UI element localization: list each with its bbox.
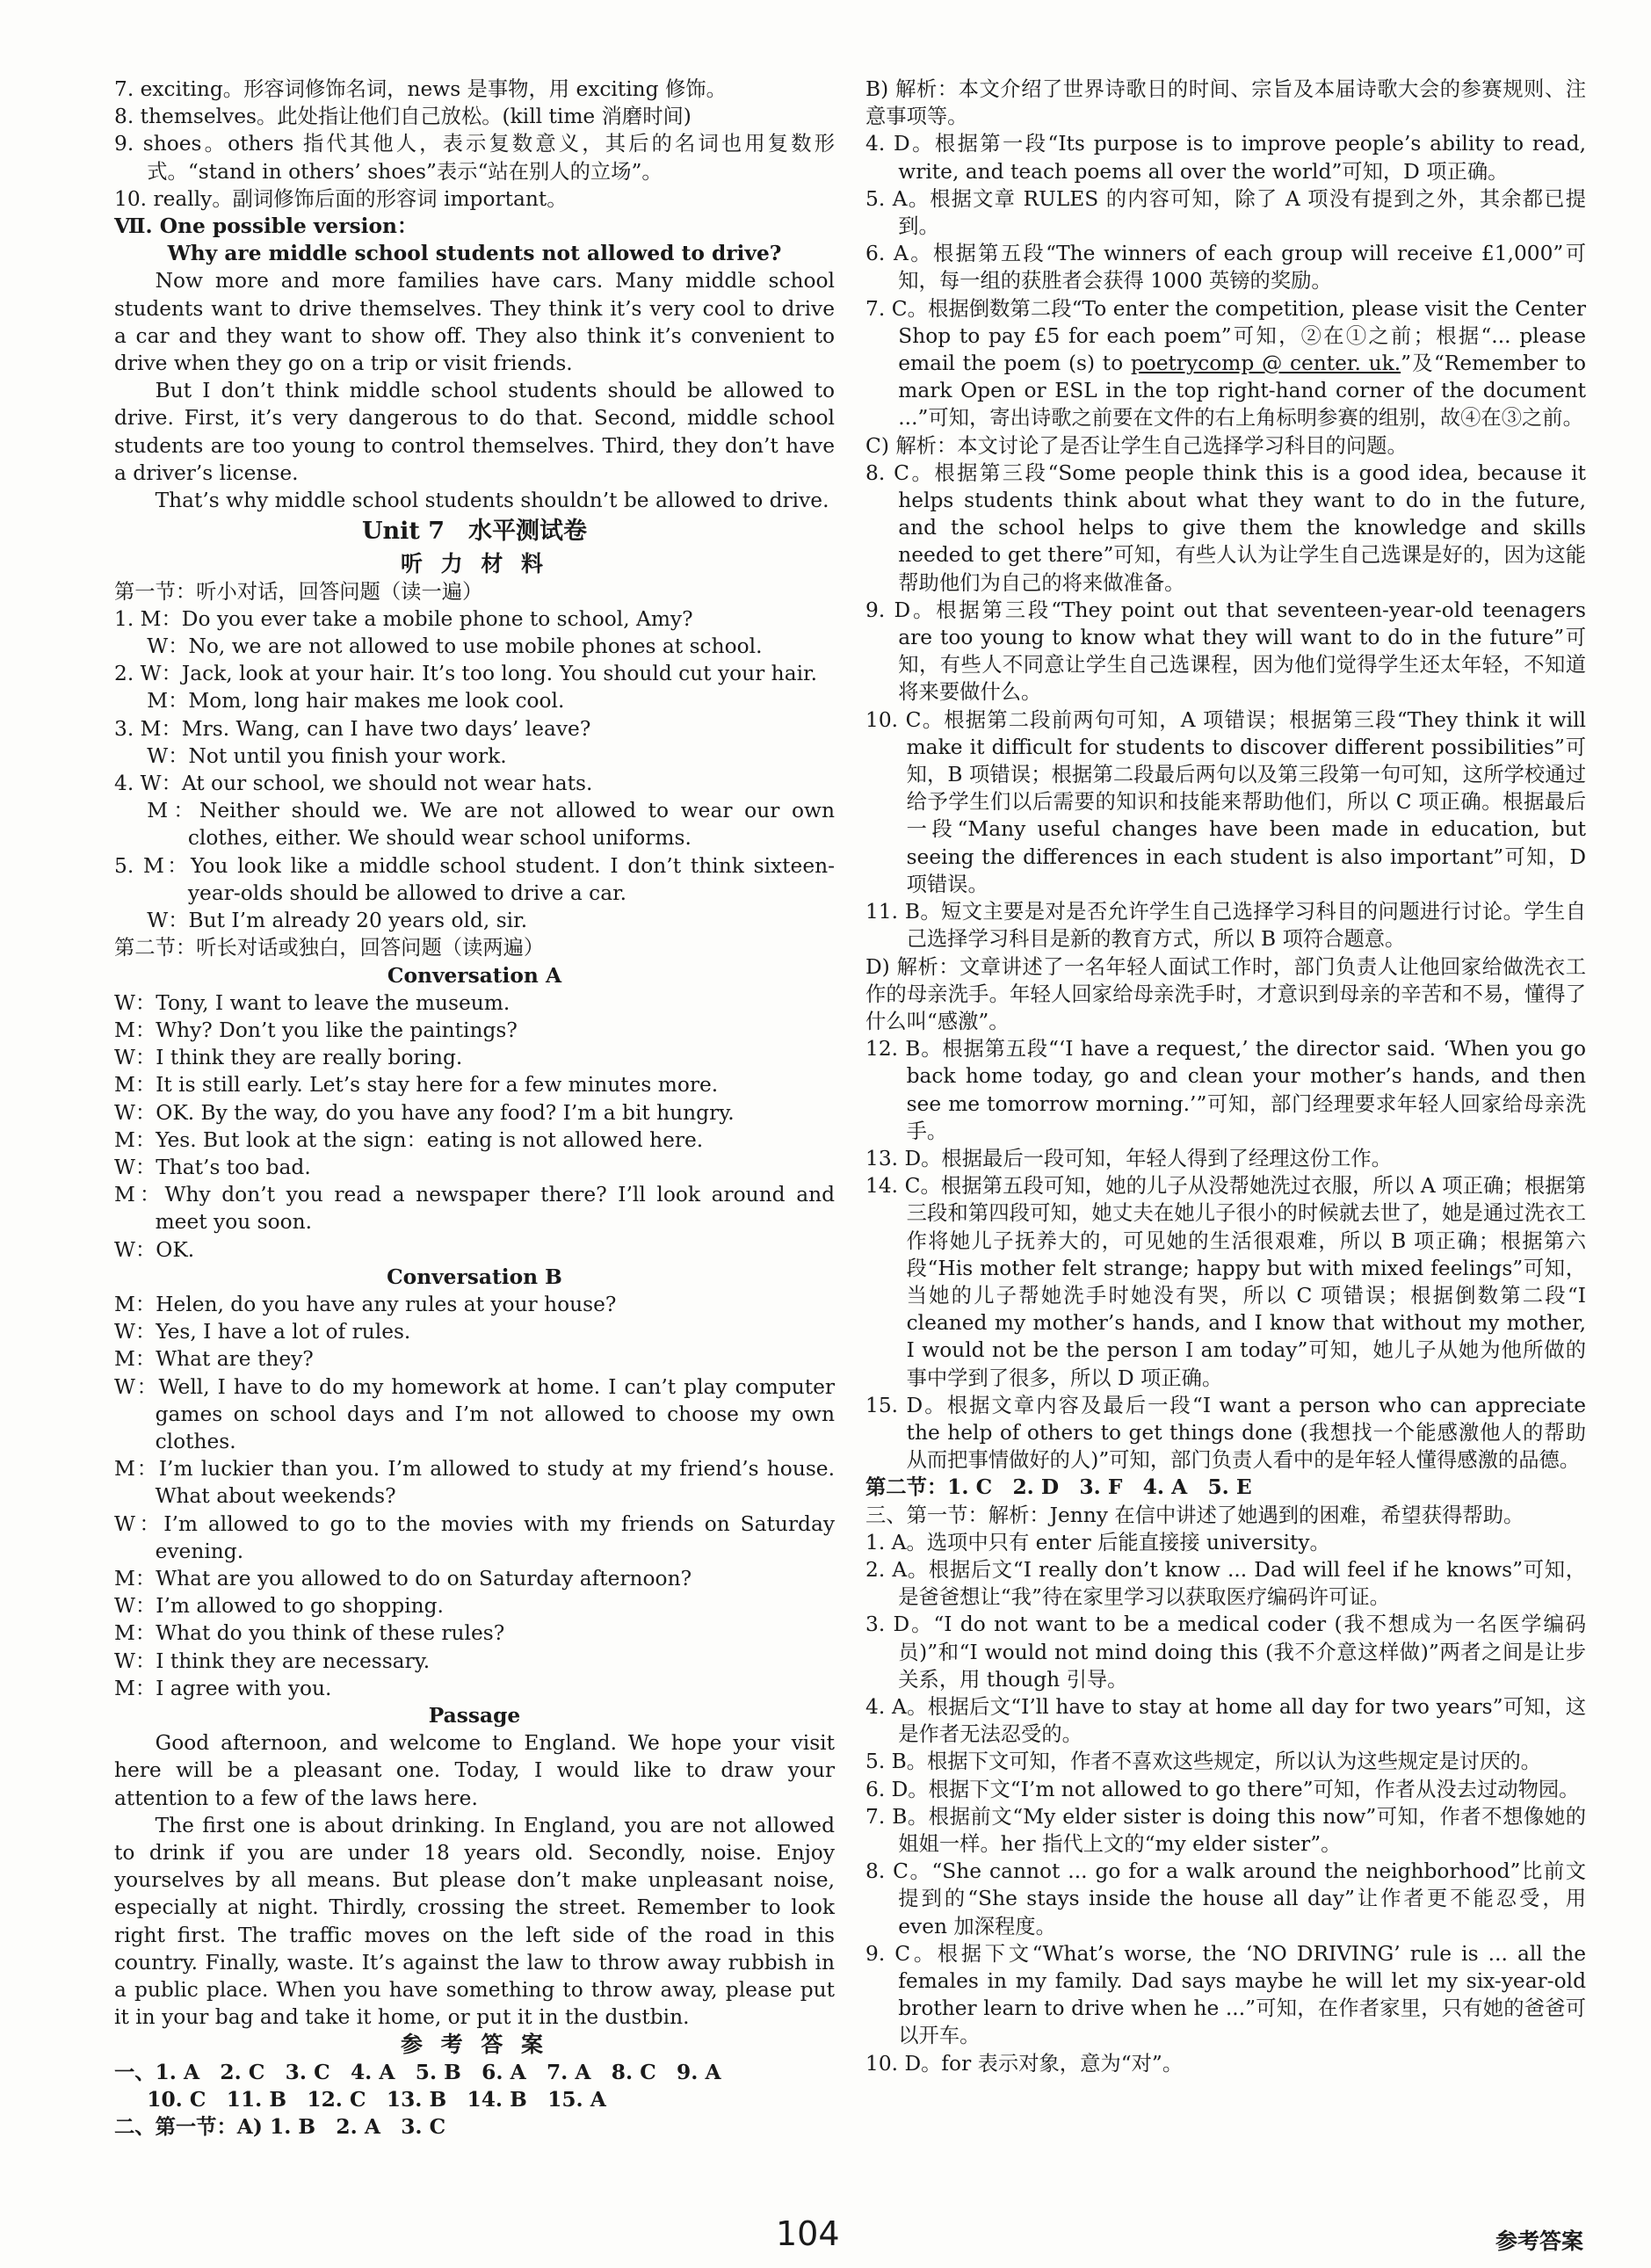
section-title: 听 力 材 料 xyxy=(400,551,549,577)
right-column xyxy=(865,76,1586,2077)
answer-item: 4. A。根据后文“I’ll have to stay at home all day for two years”可知，这是作者无法忍受的。 xyxy=(865,1694,1586,1747)
dialogue-line: M：Neither should we. We are not allowed to wear our own clothes, either. We should wear school uniforms. xyxy=(147,799,835,851)
footer-label: 参考答案 xyxy=(1495,2228,1584,2254)
answer-item: 6. D。根据下文“I’m not allowed to go there”可知，作者从没去过动物园。 xyxy=(865,1777,1580,1801)
answer-item: 12. B。根据第五段“‘I have a request,’ the director said. ‘When you go back home today, go and clean your mother’s hands, and then see me tomorrow morning.’”可知，部门经理要求年轻人回家给母亲洗手。 xyxy=(865,1037,1586,1143)
dialogue-line: M：What are you allowed to do on Saturday afternoon? xyxy=(114,1566,692,1590)
answer-item: 15. D。根据文章内容及最后一段“I want a person who can appreciate the help of others to get things done (我想找一个能感激他人的帮助从而把事情做好的人)”可知，部门负责人看中的是年轻人懂得感激的品德。 xyxy=(865,1393,1586,1473)
essay-paragraph: Now more and more families have cars. Many middle school students want to drive themselves. They think it’s very cool to drive a car and they want to show off. They also think it’s convenient to drive when they go on a trip or visit friends. xyxy=(114,269,835,376)
answer-item: 8. themselves。此处指让他们自己放松。(kill time 消磨时间) xyxy=(114,105,692,129)
answer-item: 9. C。根据下文“What’s worse, the ‘NO DRIVING’ rule is ... all the females in my family. Dad says maybe he will let my six-year-old brother learn to drive when he ...”可知，在作者家里，只有她的爸爸可以开车。 xyxy=(865,1941,1586,2048)
explanation: 三、第一节：解析：Jenny 在信中讲述了她遇到的困难，希望获得帮助。 xyxy=(865,1503,1524,1527)
dialogue-line: W：OK. By the way, do you have any food? I’m a bit hungry. xyxy=(114,1100,735,1125)
dialogue-line: 1. M：Do you ever take a mobile phone to school, Amy? xyxy=(114,606,693,631)
dialogue-line: M：Mom, long hair makes me look cool. xyxy=(147,689,565,714)
answer-item: 6. A。根据第五段“The winners of each group will receive £1,000”可知，每一组的获胜者会获得 1000 英镑的奖励。 xyxy=(865,242,1586,293)
dialogue-line: M：Why don’t you read a newspaper there? I’ll look around and meet you soon. xyxy=(114,1183,835,1235)
answer-item: 5. A。根据文章 RULES 的内容可知，除了 A 项没有提到之外，其余都已提到。 xyxy=(865,186,1586,239)
dialogue-line: W：Tony, I want to leave the museum. xyxy=(114,990,511,1015)
dialogue-line: W：But I’m already 20 years old, sir. xyxy=(147,909,528,933)
left-column xyxy=(114,76,835,2141)
passage-title: Passage xyxy=(428,1703,521,1728)
answer-key-line: 10. C 11. B 12. C 13. B 14. B 15. A xyxy=(147,2087,606,2112)
section-heading: 第二节：听长对话或独白，回答问题（读两遍） xyxy=(114,936,545,960)
unit-title: Unit 7 水平测试卷 xyxy=(361,518,588,546)
dialogue-line: W：I think they are really boring. xyxy=(114,1046,463,1070)
dialogue-line: 4. W：At our school, we should not wear hats. xyxy=(114,772,593,796)
dialogue-line: W：No, we are not allowed to use mobile phones at school. xyxy=(147,634,763,659)
conversation-title: Conversation B xyxy=(387,1264,562,1289)
dialogue-line: M：I agree with you. xyxy=(114,1676,332,1700)
passage-paragraph: The first one is about drinking. In England, you are not allowed to drink if you are under 18 years old. Secondly, noise. Enjoy yourselves by all means. But please don’t make unpleasant noise, especially at night. Thirdly, crossing the street. Remember to look right first. The traffic moves on the left side of the road in this country. Finally, waste. It’s against the law to throw away rubbish in a public place. When you have something to throw away, please put it in your bag and take it home, or put it in the dustbin. xyxy=(114,1813,835,2030)
answer-item: 3. D。“I do not want to be a medical coder (我不想成为一名医学编码员)”和“I would not mind doing this (我不介意这样做)”两者之间是让步关系，用 though 引导。 xyxy=(865,1612,1586,1692)
dialogue-line: W：I’m allowed to go shopping. xyxy=(114,1594,444,1619)
explanation: C) 解析：本文讨论了是否让学生自己选择学习科目的问题。 xyxy=(865,433,1408,458)
answer-item: 5. B。根据下文可知，作者不喜欢这些规定，所以认为这些规定是讨厌的。 xyxy=(865,1750,1541,1774)
answer-item: 11. B。短文主要是对是否允许学生自己选择学习科目的问题进行讨论。学生自己选择学习科目是新的教育方式，所以 B 项符合题意。 xyxy=(865,900,1586,952)
answer-item: 9. D。根据第三段“They point out that seventeen-year-old teenagers are too young to know what they will want to do in the future”可知，有些人不同意让学生自己选课程，因为他们觉得学生还太年轻，不知道将来要做什么。 xyxy=(865,598,1586,705)
dialogue-line: M：What do you think of these rules? xyxy=(114,1621,505,1646)
dialogue-line: W：Not until you finish your work. xyxy=(147,743,507,768)
answer-text: ”及“Remember to mark Open or ESL in the top right-hand corner of the document ...”可知，寄出诗歌之前要在文件的右上角标明参赛的组别，故④在③之前。 xyxy=(898,351,1586,431)
answer-key-line: 第二节：1. C 2. D 3. F 4. A 5. E xyxy=(865,1475,1252,1500)
answer-key-line: 一、1. A 2. C 3. C 4. A 5. B 6. A 7. A 8. C 9. A xyxy=(114,2060,721,2084)
dialogue-line: 3. M：Mrs. Wang, can I have two days’ leave? xyxy=(114,716,591,741)
essay-paragraph: That’s why middle school students shouldn’t be allowed to drive. xyxy=(155,489,829,513)
dialogue-line: W：I’m allowed to go to the movies with my friends on Saturday evening. xyxy=(114,1511,835,1563)
essay-title: Why are middle school students not allowed to drive? xyxy=(167,242,782,266)
answer-item xyxy=(865,295,1586,432)
page-number: 104 xyxy=(776,2214,840,2253)
section-heading: 第一节：听小对话，回答问题（读一遍） xyxy=(114,579,483,604)
dialogue-line: 2. W：Jack, look at your hair. It’s too long. You should cut your hair. xyxy=(114,662,818,686)
answer-key-line: 二、第一节：A) 1. B 2. A 3. C xyxy=(114,2115,446,2140)
answer-item: 13. D。根据最后一段可知，年轻人得到了经理这份工作。 xyxy=(865,1146,1392,1170)
answer-item: 10. really。副词修饰后面的形容词 important。 xyxy=(114,186,568,211)
answer-text: 7. C。根据倒数第二段“To enter the competition, please visit the Center Shop to pay £5 for each poem”可知，②在①之前；根据“... please email the poem (s) to xyxy=(865,296,1586,376)
answer-item: 2. A。根据后文“I really don’t know ... Dad will feel if he knows”可知，是爸爸想让“我”待在家里学习以获取医疗编码许可证。 xyxy=(865,1557,1586,1610)
answers-title: 参 考 答 案 xyxy=(400,2032,549,2058)
explanation: B) 解析：本文介绍了世界诗歌日的时间、宗旨及本届诗歌大会的参赛规则、注意事项等。 xyxy=(865,77,1586,129)
dialogue-line: 5. M：You look like a middle school student. I don’t think sixteen-year-olds should be allowed to drive a car. xyxy=(114,853,835,905)
dialogue-line: W：Well, I have to do my homework at home. I can’t play computer games on school days and I’m not allowed to choose my own clothes. xyxy=(114,1374,835,1453)
dialogue-line: W：That’s too bad. xyxy=(114,1155,311,1179)
answer-item: 10. C。根据第二段前两句可知，A 项错误；根据第三段“They think it will make it difficult for students to discover different possibilities”可知，B 项错误；根据第二段最后两句以及第三段第一句可知，这所学校通过给予学生们以后需要的知识和技能来帮助他们，所以 C 项正确。根据最后一段“Many useful changes have been made in education, but seeing the differences in each student is also important”可知，D 项错误。 xyxy=(865,707,1586,896)
answer-item: 1. A。选项中只有 enter 后能直接接 university。 xyxy=(865,1530,1330,1554)
dialogue-line: M：Helen, do you have any rules at your house? xyxy=(114,1292,617,1316)
answer-item: 4. D。根据第一段“Its purpose is to improve people’s ability to read, write, and teach poems all over the world”可知，D 项正确。 xyxy=(865,132,1586,184)
essay-paragraph: But I don’t think middle school students should be allowed to drive. First, it’s very dangerous to do that. Second, middle school students are too young to control themselves. Third, they don’t have a driver’s license. xyxy=(114,379,835,485)
dialogue-line: M：What are they? xyxy=(114,1347,314,1372)
answer-item: 7. exciting。形容词修饰名词，news 是事物，用 exciting 修饰。 xyxy=(114,77,727,101)
answer-item: 8. C。“She cannot ... go for a walk around the neighborhood”比前文提到的“She stays inside the house all day”让作者更不能忍受，用 even 加深程度。 xyxy=(865,1859,1586,1938)
passage-paragraph: Good afternoon, and welcome to England. We hope your visit here will be a pleasant one. Today, I would like to draw your attention to a few of the laws here. xyxy=(114,1731,835,1810)
dialogue-line: W：Yes, I have a lot of rules. xyxy=(114,1320,411,1344)
answer-item: 14. C。根据第五段可知，她的儿子从没帮她洗过衣服，所以 A 项正确；根据第三段和第四段可知，她丈夫在她儿子很小的时候就去世了，她是通过洗衣工作将她儿子抚养大的，可见她的生活很艰难，所以 B 项正确；根据第六段“His mother felt strange; happy but with mixed feelings”可知，当她的儿子帮她洗手时她没有哭，所以 C 项错误；根据倒数第二段“I cleaned my mother’s hands, and I know that without my mother, I would not be the person I am today”可知，她儿子从她为他所做的事中学到了很多，所以 D 项正确。 xyxy=(865,1174,1586,1390)
answer-item: 7. B。根据前文“My elder sister is doing this now”可知，作者不想像她的姐姐一样。her 指代上文的“my elder sister”。 xyxy=(865,1804,1586,1856)
conversation-title: Conversation A xyxy=(387,963,562,988)
dialogue-line: M：I’m luckier than you. I’m allowed to study at my friend’s house. What about weekends? xyxy=(114,1457,835,1509)
section-heading: Ⅶ. One possible version： xyxy=(114,214,418,239)
dialogue-line: M：Why? Don’t you like the paintings? xyxy=(114,1018,518,1042)
explanation: D) 解析：文章讲述了一名年轻人面试工作时，部门负责人让他回家给做洗衣工作的母亲洗手。年轻人回家给母亲洗手时，才意识到母亲的辛苦和不易，懂得了什么叫“感激”。 xyxy=(865,954,1586,1033)
answer-item: 8. C。根据第三段“Some people think this is a good idea, because it helps students think about what they want to do in the future, and the school helps to give them the knowledge and skills needed to get there”可知，有些人认为让学生自己选课是好的，因为这能帮助他们为自己的将来做准备。 xyxy=(865,460,1586,595)
answer-item: 9. shoes。others 指代其他人，表示复数意义，其后的名词也用复数形式。“stand in others’ shoes”表示“站在别人的立场”。 xyxy=(114,132,835,184)
email-address: poetrycomp @ center. uk. xyxy=(1130,351,1401,376)
dialogue-line: M：It is still early. Let’s stay here for a few minutes more. xyxy=(114,1073,719,1098)
dialogue-line: W：I think they are necessary. xyxy=(114,1648,431,1673)
answer-item: 10. D。for 表示对象，意为“对”。 xyxy=(865,2051,1184,2076)
dialogue-line: M：Yes. But look at the sign：eating is not allowed here. xyxy=(114,1127,704,1152)
dialogue-line: W：OK. xyxy=(114,1237,195,1262)
